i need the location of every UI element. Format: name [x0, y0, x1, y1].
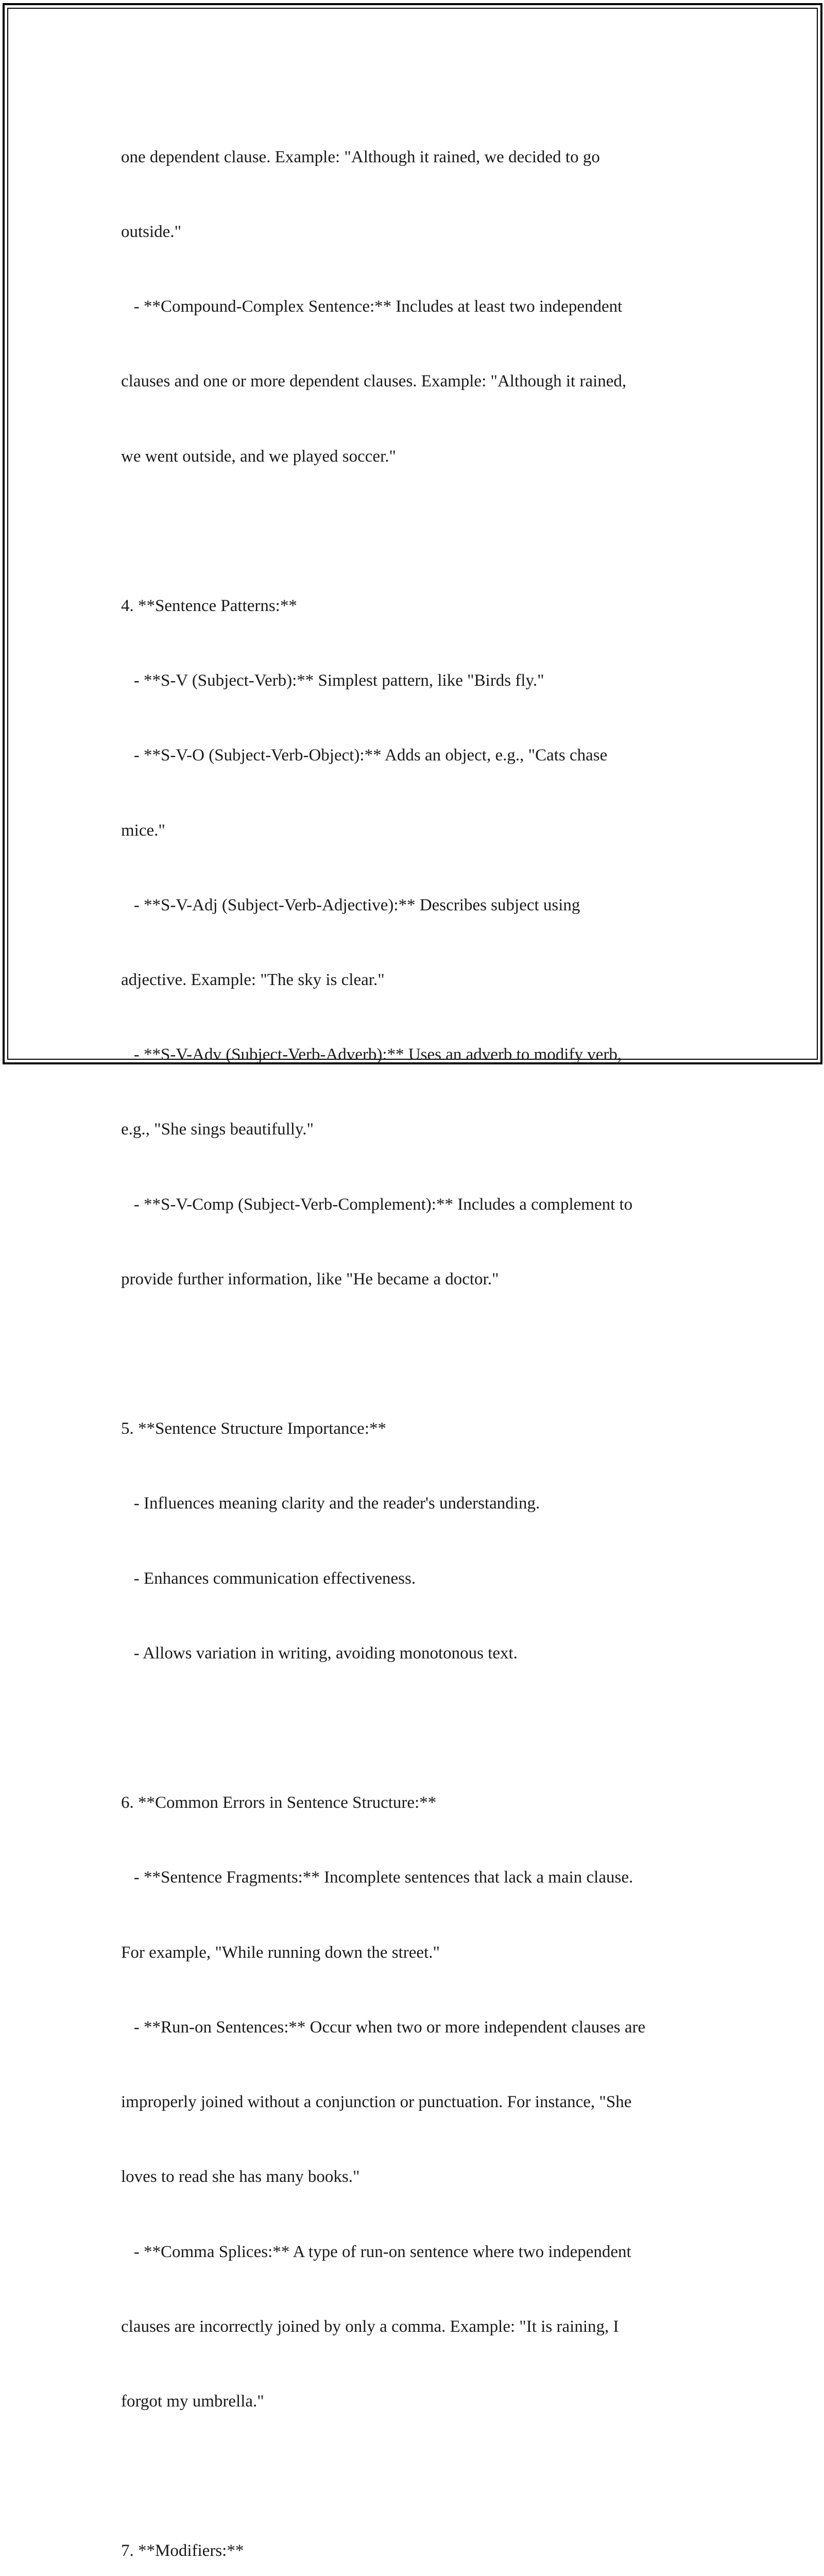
text-line: - **Run-on Sentences:** Occur when two or more independent clauses are [121, 2018, 646, 2037]
section-heading: 7. **Modifiers:** [121, 2541, 244, 2561]
blank-line [121, 2464, 729, 2488]
text-line: - Allows variation in writing, avoiding monotonous text. [121, 1643, 518, 1663]
text-line: - Enhances communication effectiveness. [121, 1569, 416, 1588]
text-line: - **Compound-Complex Sentence:** Includes at least two independent [121, 297, 623, 316]
text-line: - **S-V-Adj (Subject-Verb-Adjective):** Describes subject using [121, 895, 580, 914]
text-line: outside." [121, 223, 182, 242]
text-line: - **Comma Splices:** A type of run-on sentence where two independent [121, 2242, 631, 2261]
text-line: provide further information, like "He became a doctor." [121, 1269, 499, 1289]
blank-line [121, 519, 729, 544]
text-line: clauses are incorrectly joined by only a comma. Example: "It is raining, I [121, 2317, 619, 2336]
text-line: - **S-V-Adv (Subject-Verb-Adverb):** Uses an adverb to modify verb, [121, 1045, 622, 1064]
text-line: loves to read she has many books." [121, 2167, 360, 2187]
text-line: we went outside, and we played soccer." [121, 447, 396, 466]
text-line: adjective. Example: "The sky is clear." [121, 971, 385, 990]
blank-line [121, 1342, 729, 1366]
text-line: mice." [121, 821, 165, 840]
text-line: - **S-V-O (Subject-Verb-Object):** Adds an object, e.g., "Cats chase [121, 746, 608, 765]
text-line: - Influences meaning clarity and the reader's understanding. [121, 1494, 540, 1513]
section-heading: 5. **Sentence Structure Importance:** [121, 1419, 386, 1438]
text-line: For example, "While running down the street." [121, 1943, 440, 1962]
text-line: clauses and one or more dependent clauses. Example: "Although it rained, [121, 372, 627, 391]
text-line: improperly joined without a conjunction or punctuation. For instance, "She [121, 2093, 632, 2112]
text-line: one dependent clause. Example: "Although it rained, we decided to go [121, 147, 600, 166]
section-heading: 6. **Common Errors in Sentence Structure:** [121, 1793, 437, 1812]
text-line: - **Sentence Fragments:** Incomplete sentences that lack a main clause. [121, 1868, 633, 1887]
section-heading: 4. **Sentence Patterns:** [121, 597, 297, 616]
text-line: - **S-V-Comp (Subject-Verb-Complement):** Includes a complement to [121, 1195, 633, 1214]
text-line: forgot my umbrella." [121, 2392, 264, 2411]
text-line: - **S-V (Subject-Verb):** Simplest pattern, like "Birds fly." [121, 671, 544, 690]
document-body [121, 95, 729, 2576]
blank-line [121, 1716, 729, 1740]
text-line: e.g., "She sings beautifully." [121, 1120, 314, 1139]
